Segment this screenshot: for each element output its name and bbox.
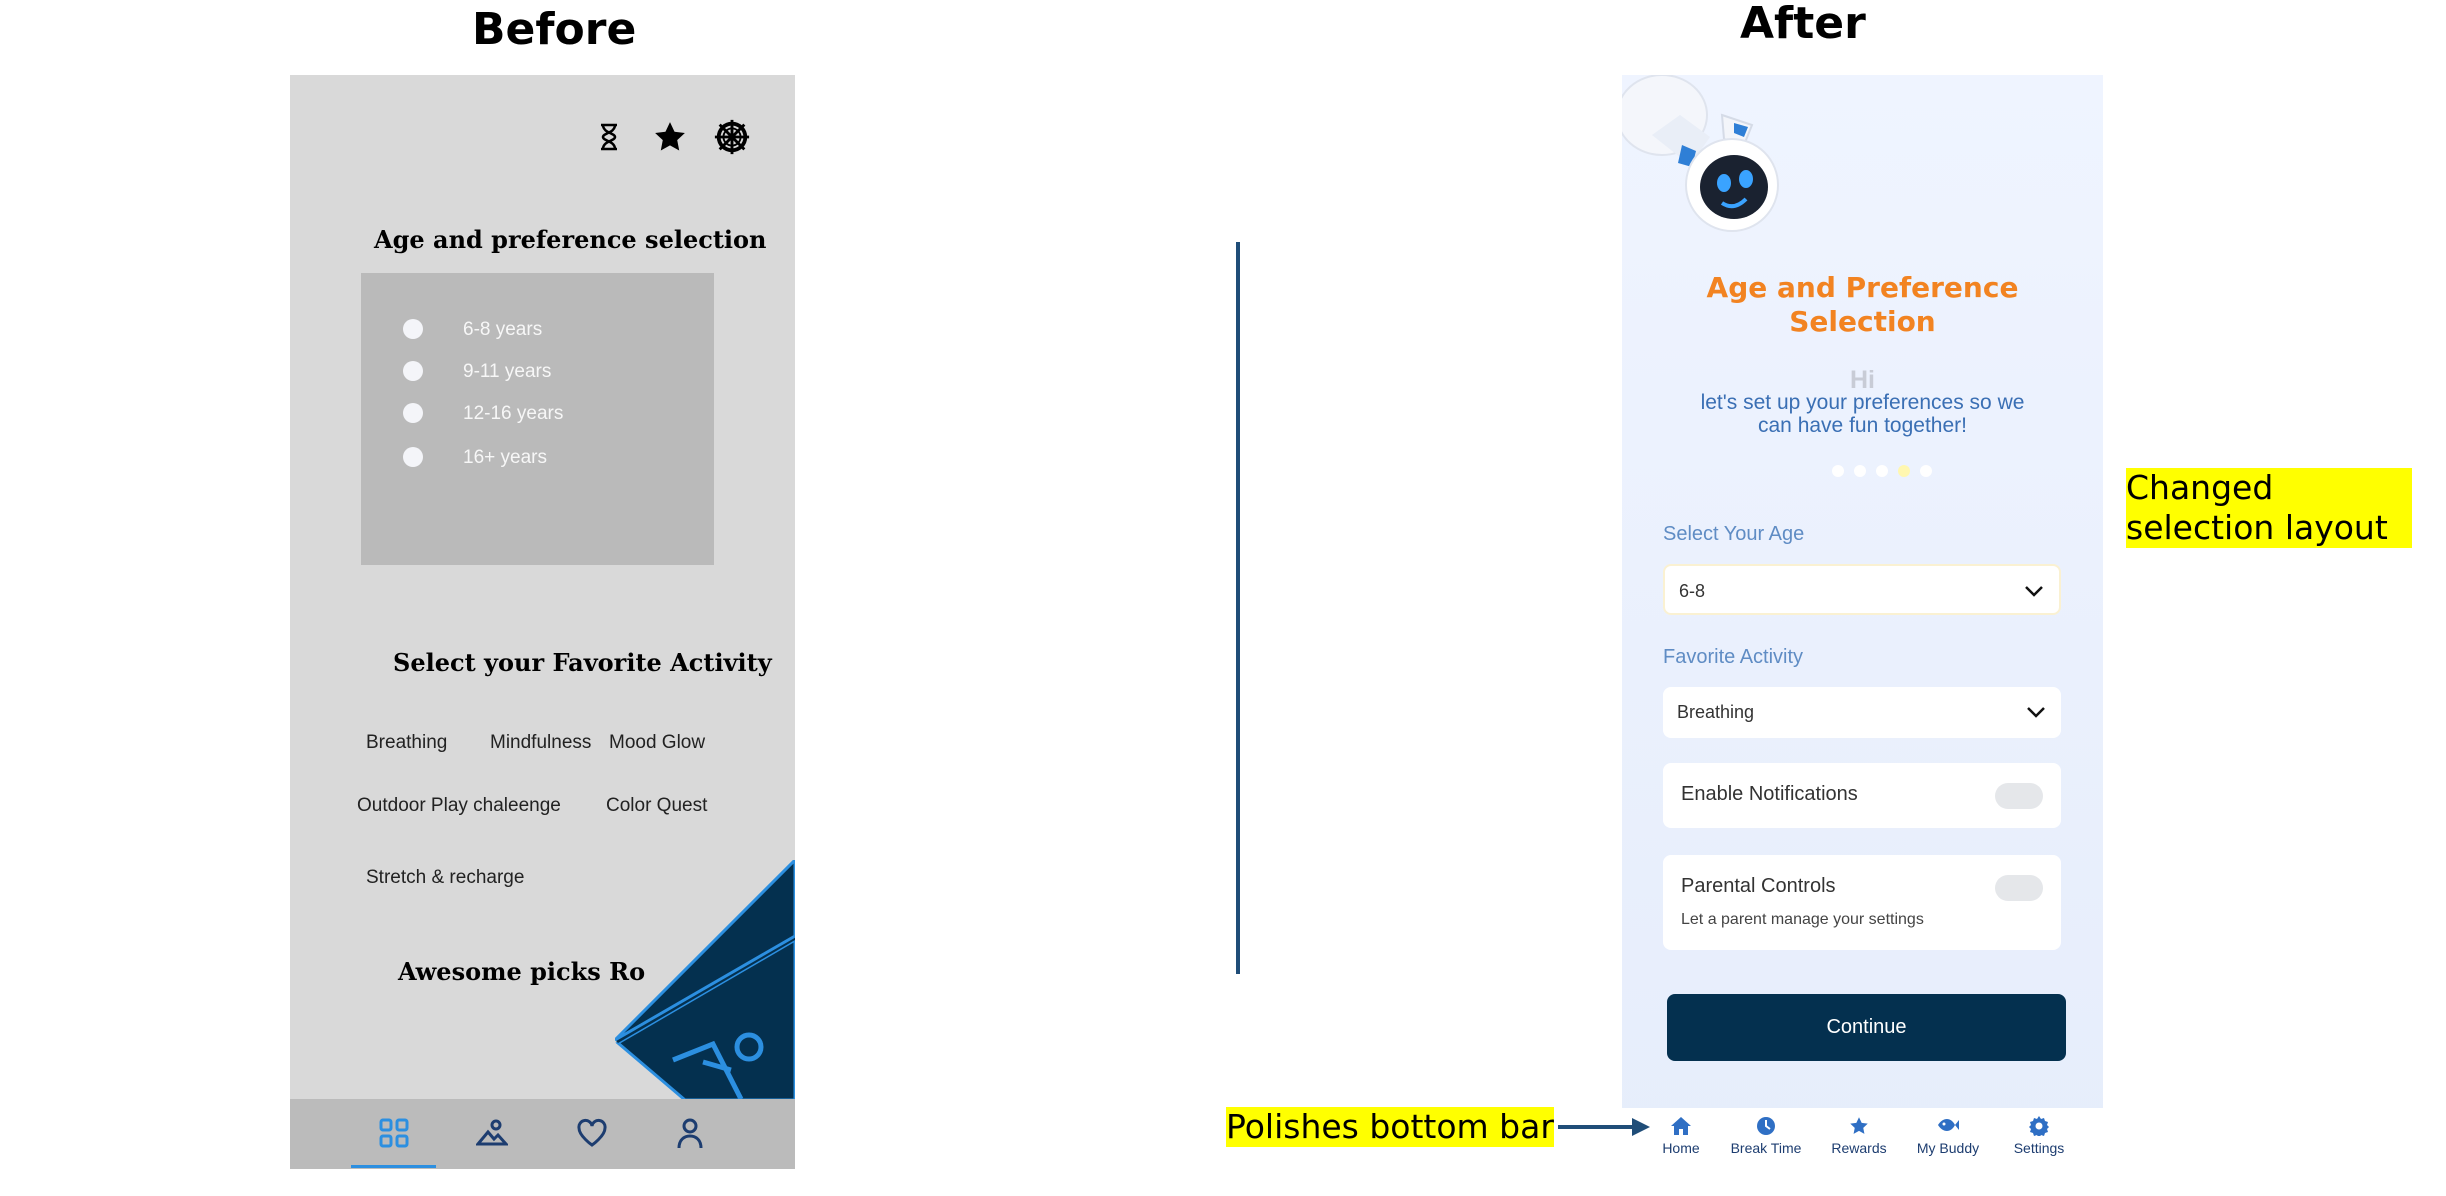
- heart-icon[interactable]: [572, 1115, 612, 1151]
- nav-my-buddy[interactable]: My Buddy: [1903, 1116, 1993, 1156]
- star-icon: [1814, 1116, 1904, 1138]
- nav-rewards[interactable]: Rewards: [1814, 1116, 1904, 1156]
- gear-icon: [1994, 1116, 2084, 1138]
- grid-icon[interactable]: [374, 1115, 414, 1151]
- after-bottom-bar: [1622, 1108, 2103, 1169]
- chevron-down-icon: [2023, 580, 2045, 607]
- activity-dropdown-value: Breathing: [1677, 702, 1755, 722]
- radio-button[interactable]: [403, 403, 423, 423]
- awesome-picks-title: Awesome picks Ro: [398, 957, 646, 986]
- chevron-down-icon: [2025, 701, 2047, 728]
- age-field-label: Select Your Age: [1663, 523, 1805, 545]
- progress-dot: [1832, 465, 1844, 477]
- activity-mood-glow[interactable]: Mood Glow: [609, 732, 706, 753]
- clock-icon: [1721, 1116, 1811, 1138]
- progress-dot: [1876, 465, 1888, 477]
- age-option-9-11[interactable]: 9-11 years: [403, 357, 423, 385]
- activity-breathing[interactable]: Breathing: [366, 732, 448, 753]
- activity-color-quest[interactable]: Color Quest: [606, 795, 708, 816]
- person-icon[interactable]: [670, 1115, 710, 1151]
- age-option-16-plus[interactable]: 16+ years: [403, 443, 423, 471]
- greeting-text: Hi: [1850, 366, 1875, 394]
- nav-break-time[interactable]: Break Time: [1721, 1116, 1811, 1156]
- notifications-card: [1663, 763, 2061, 828]
- fish-icon: [1903, 1116, 1993, 1138]
- landscape-icon[interactable]: [472, 1115, 512, 1151]
- annotation-arrow: [1556, 1115, 1656, 1139]
- before-phone-screen: [290, 75, 795, 1169]
- intro-text: let's set up your preferences so we can have fun together!: [1700, 391, 2025, 437]
- nav-settings[interactable]: Settings: [1994, 1116, 2084, 1156]
- notifications-toggle[interactable]: [1995, 783, 2043, 809]
- after-phone-screen: [1622, 75, 2103, 1169]
- notifications-label: Enable Notifications: [1681, 783, 1858, 805]
- age-dropdown[interactable]: [1663, 564, 2061, 615]
- activity-outdoor-play[interactable]: Outdoor Play chaleenge: [357, 795, 561, 816]
- activity-field-label: Favorite Activity: [1663, 646, 1804, 668]
- star-icon[interactable]: [650, 117, 690, 157]
- robot-buddy-illustration: [1622, 75, 1792, 245]
- vertical-divider: [1236, 242, 1240, 974]
- parental-controls-description: Let a parent manage your settings: [1681, 911, 1924, 928]
- radio-button[interactable]: [403, 447, 423, 467]
- activity-dropdown[interactable]: [1663, 687, 2061, 738]
- age-dropdown-value: 6-8: [1679, 581, 1706, 601]
- preferences-title-line1: Age and Preference: [1706, 271, 2019, 304]
- gear-icon[interactable]: [712, 117, 752, 157]
- note-polishes-bottom-bar: Polishes bottom bar: [1226, 1107, 1554, 1146]
- age-options-box: [361, 273, 714, 565]
- progress-dot: [1854, 465, 1866, 477]
- age-selection-title: Age and preference selection: [374, 225, 767, 254]
- parental-controls-card: [1663, 855, 2061, 950]
- progress-dot-active: [1898, 465, 1910, 477]
- parental-controls-toggle[interactable]: [1995, 875, 2043, 901]
- age-option-12-16[interactable]: 12-16 years: [403, 399, 423, 427]
- preferences-title-line2: Selection: [1789, 305, 1936, 338]
- nav-home[interactable]: Home: [1636, 1116, 1726, 1156]
- activity-mindfulness[interactable]: Mindfulness: [490, 732, 592, 753]
- active-tab-indicator: [351, 1165, 436, 1168]
- note-changed-selection-layout: Changed selection layout: [2126, 468, 2412, 548]
- progress-dot: [1920, 465, 1932, 477]
- before-bottom-bar: [290, 1099, 795, 1169]
- age-option-6-8[interactable]: 6-8 years: [403, 315, 423, 343]
- continue-button[interactable]: Continue: [1667, 994, 2066, 1061]
- radio-button[interactable]: [403, 361, 423, 381]
- activity-stretch[interactable]: Stretch & recharge: [366, 867, 525, 888]
- after-heading: After: [1740, 0, 1866, 49]
- parental-controls-label: Parental Controls: [1681, 875, 1836, 897]
- activity-title: Select your Favorite Activity: [393, 648, 772, 677]
- hourglass-icon[interactable]: [589, 117, 629, 157]
- radio-button[interactable]: [403, 319, 423, 339]
- before-heading: Before: [472, 4, 637, 55]
